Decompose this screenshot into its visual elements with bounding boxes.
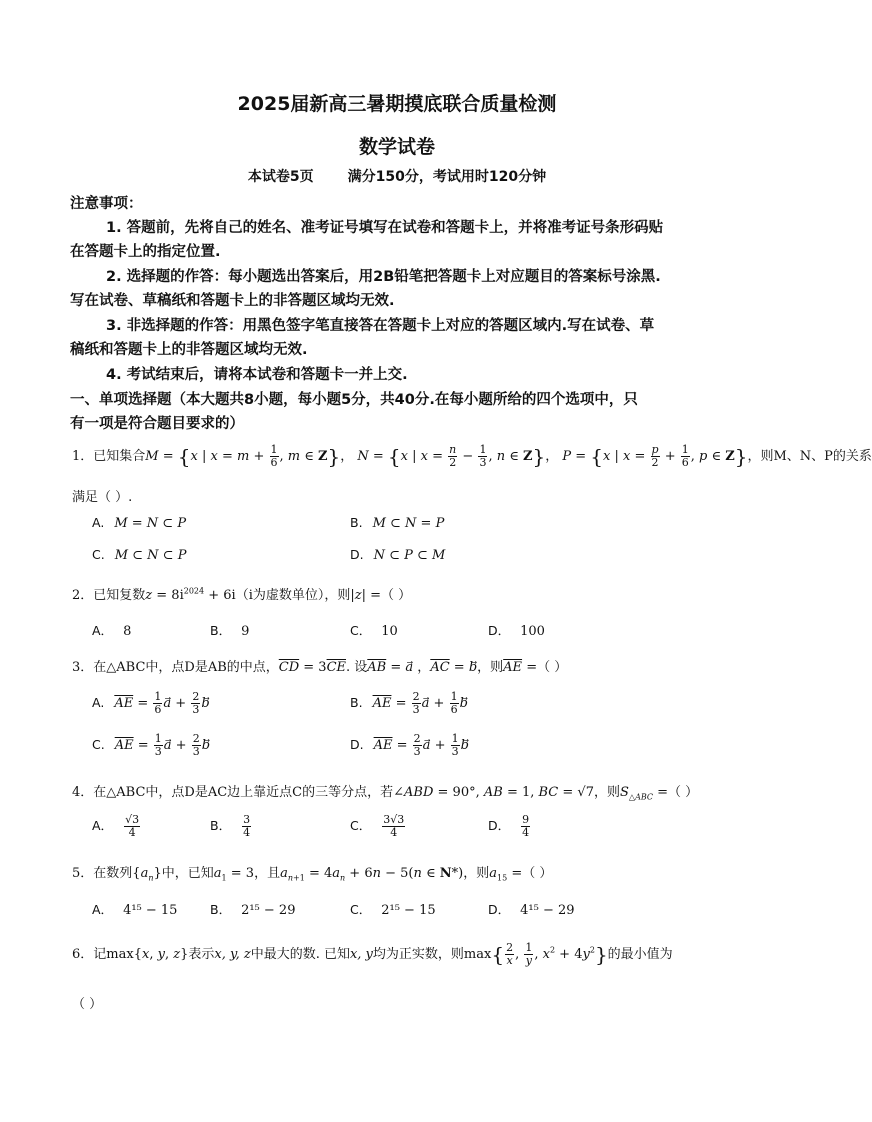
q1-option-b[interactable]: B. M ⊂ N = P: [350, 515, 445, 531]
note-4: 4. 考试结束后，请将本试卷和答题卡一并上交.: [106, 367, 408, 383]
q1-option-d[interactable]: D. N ⊂ P ⊂ M: [350, 547, 446, 563]
q2-option-d[interactable]: D． 100: [488, 623, 545, 639]
q3-stem: 3．在△ABC中，点D是AB的中点，$\overline{CD} = 3\overline{CE}$. 设$\overline{AB}$ = a⃗ ，$\overline{AC} = b$，则$\overline{AE}$ =（ ）: [72, 660, 568, 675]
q1-stem-line-2: 满足（ ）.: [72, 490, 133, 505]
exam-score-time: 满分150分，考试用时120分钟: [347, 169, 547, 185]
subject-title: 数学试卷: [358, 136, 435, 158]
q2-stem: 2．已知复数$z = 8i^{2024} + 6i(i$为虚数单位），则|z| =（ ）: [72, 586, 412, 603]
q3-option-a[interactable]: A. $\overline{AE}$ = $\frac{1}{6}$ a⃗ + $\frac{2}{3}$ b: [92, 690, 210, 716]
q6-expression: max{ $\frac{2}{x}$ , $\frac{1}{y}$ , $x^2 + 4y^2$}: [463, 941, 608, 967]
q4-stem: 4．在△ABC中，点D是AC边上靠近点C的三等分点，若∠ABD = 90°, AB = 1, BC = √7，则$S_{\triangle ABC}$ =（ ）: [72, 785, 699, 802]
note-1-line-1: 1. 答题前，先将自己的姓名、准考证号填写在试卷和答题卡上，并将准考证号条形码贴: [106, 220, 664, 236]
q5-target: $a_{15}$ =: [489, 866, 523, 883]
q4-condition: ∠ABD = 90°, AB = 1, BC = √7: [393, 785, 594, 800]
q4-option-d[interactable]: D． $\frac{9}{4}$: [488, 813, 530, 839]
page-title: 2025届新高三暑期摸底联合质量检测: [237, 93, 557, 115]
q6-paren: （ ）: [72, 997, 103, 1012]
q1-set-n: N = {x | x = $\frac{n}{2}$ − $\frac{1}{3}$ , n ∈ Z}: [357, 443, 546, 469]
q1-set-m: M = {x | x = m + $\frac{1}{6}$ , m ∈ Z}: [145, 443, 341, 469]
note-2-line-1: 2. 选择题的作答：每小题选出答案后，用2B铅笔把答题卡上对应题目的答案标号涂黑.: [106, 269, 661, 285]
q5-recurrence: $a_{n+1} = 4a_n + 6n - 5(n$ ∈ N*): [280, 866, 464, 883]
q5-stem: 5．在数列$\{a_n\}$中，已知$a_1 = 3$，且$a_{n+1} = 4a_n + 6n - 5(n$ ∈ N*)，则$a_{15}$ =（ ）: [72, 866, 553, 883]
q5-sequence: $\{a_n\}$: [132, 866, 162, 883]
q5-option-a[interactable]: A． 4¹⁵ − 15: [92, 902, 178, 918]
q1-set-p: P = {x | x = $\frac{p}{2}$ + $\frac{1}{6}$ , p ∈ Z}: [562, 443, 748, 469]
q5-initial: $a_1 = 3$: [213, 866, 255, 883]
section1-heading-line-2: 有一项是符合题目要求的）: [70, 416, 244, 432]
q3-option-c[interactable]: C. $\overline{AE}$ = $\frac{1}{3}$ a⃗ + $\frac{2}{3}$ b: [92, 732, 211, 758]
section1-heading-line-1: 一、单项选择题（本大题共8小题，每小题5分，共40分.在每小题所给的四个选项中，只: [70, 392, 638, 408]
q2-option-b[interactable]: B． 9: [210, 623, 250, 639]
q2-option-c[interactable]: C． 10: [350, 623, 398, 639]
q1-option-c[interactable]: C. M ⊂ N ⊂ P: [92, 547, 187, 563]
q3-option-b[interactable]: B. $\overline{AE}$ = $\frac{2}{3}$ a⃗ + $\frac{1}{6}$ b: [350, 690, 468, 716]
exam-pages: 本试卷5页: [247, 169, 314, 185]
q6-positive-vars: x, y: [349, 947, 373, 962]
q2-modulus: |z| =: [350, 588, 382, 603]
q4-option-b[interactable]: B． $\frac{3}{4}$: [210, 813, 251, 839]
q3-target: $\overline{AE}$: [503, 660, 523, 675]
q6-max-def: max{x, y, z}: [106, 947, 189, 962]
q4-option-a[interactable]: A． $\frac{√3}{4}$: [92, 813, 140, 839]
q3-condition: $\overline{CD} = 3\overline{CE}$. 设$\overline{AB}$ = a⃗ ，$\overline{AC} = b$: [278, 660, 478, 675]
q1-stem: 1．已知集合M = {x | x = m + $\frac{1}{6}$ , m ∈ Z}， N = {x | x = $\frac{n}{2}$ − $\frac{1}{3}$ , n ∈ Z}， P = {x | x = $\frac{p}{2}$ + $\frac{1}{6}$ , p ∈ Z}，则M、N、P的关系: [72, 443, 872, 469]
q5-option-d[interactable]: D． 4¹⁵ − 29: [488, 902, 575, 918]
q4-target: $S_{\triangle ABC}$ =: [620, 785, 669, 802]
q2-option-a[interactable]: A． 8: [92, 623, 132, 639]
q5-option-c[interactable]: C． 2¹⁵ − 15: [350, 902, 436, 918]
notes-heading: 注意事项：: [70, 196, 143, 212]
note-1-line-2: 在答题卡上的指定位置.: [70, 244, 221, 260]
note-3-line-2: 稿纸和答题卡上的非答题区域均无效.: [70, 342, 308, 358]
q3-option-d[interactable]: D. $\overline{AE}$ = $\frac{2}{3}$ a⃗ + $\frac{1}{3}$ b: [350, 732, 469, 758]
q2-expression: $z = 8i^{2024} + 6i$: [145, 586, 236, 603]
q6-vars: x, y, z: [214, 947, 251, 962]
exam-meta: [0, 166, 794, 186]
q5-option-b[interactable]: B． 2¹⁵ − 29: [210, 902, 296, 918]
q6-stem: 6．记max{x, y, z}表示x, y, z中最大的数. 已知x, y均为正实数，则max{ $\frac{2}{x}$ , $\frac{1}{y}$ , $x^2 + 4y^2$}的最小值为: [72, 941, 673, 967]
note-2-line-2: 写在试卷、草稿纸和答题卡上的非答题区域均无效.: [70, 293, 395, 309]
q1-option-a[interactable]: A. M = N ⊂ P: [92, 515, 187, 531]
q4-option-c[interactable]: C． $\frac{3√3}{4}$: [350, 813, 405, 839]
note-3-line-1: 3. 非选择题的作答：用黑色签字笔直接答在答题卡上对应的答题区域内.写在试卷、草: [106, 318, 655, 334]
